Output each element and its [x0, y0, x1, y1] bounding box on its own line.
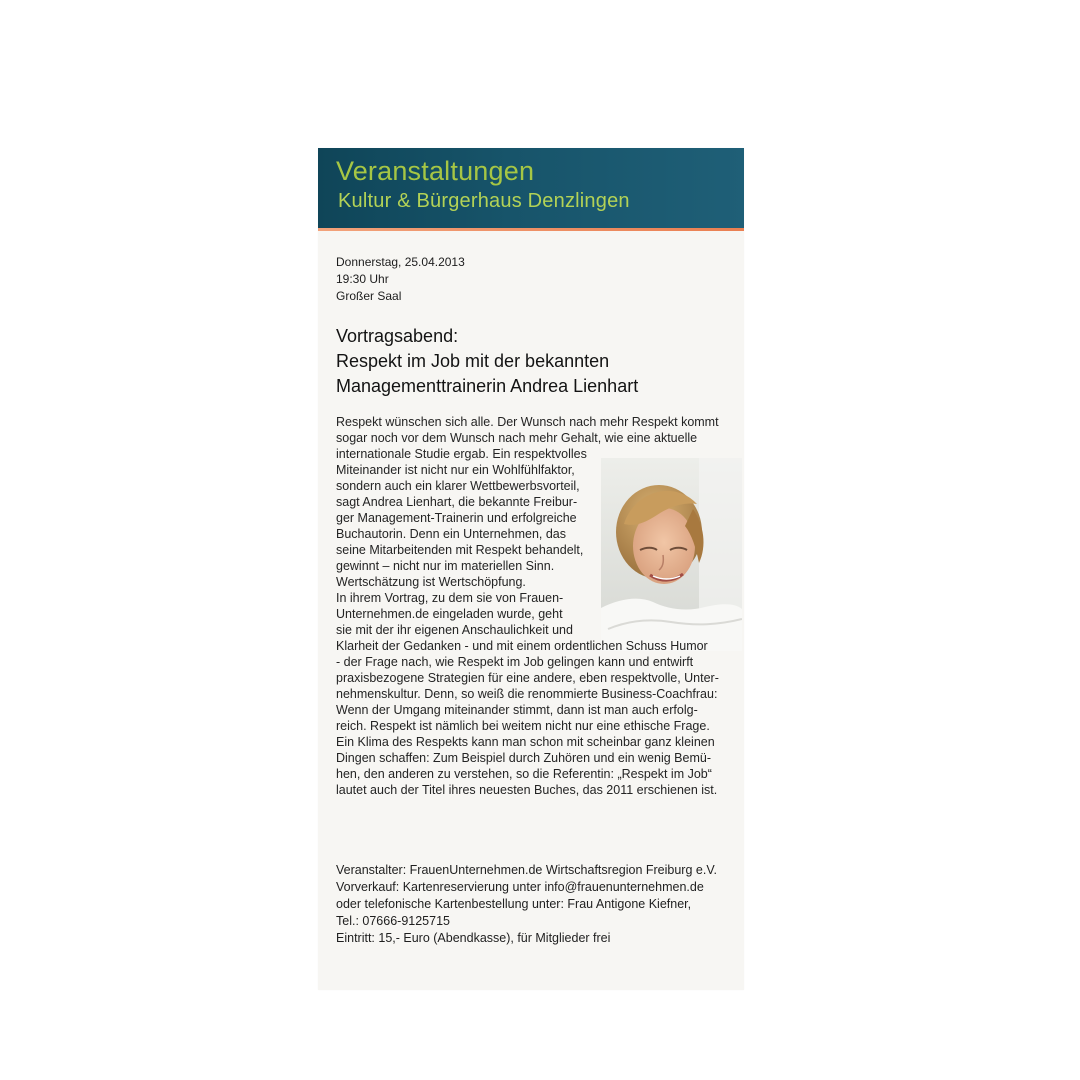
organizer-line: Veranstalter: FrauenUnternehmen.de Wirtschaftsregion Freiburg e.V. — [336, 863, 717, 877]
body-line: praxisbezogene Strategien für eine andere, eben respektvolle, Unter- — [336, 671, 719, 685]
phone-order-line: oder telefonische Kartenbestellung unter: Frau Antigone Kiefner, — [336, 897, 692, 911]
presale-line: Vorverkauf: Kartenreservierung unter info@frauenunternehmen.de — [336, 880, 704, 894]
body-line: Wertschätzung ist Wertschöpfung. — [336, 575, 526, 589]
header-title: Veranstaltungen — [336, 156, 535, 186]
article-body — [336, 414, 728, 798]
event-details-footer — [336, 862, 728, 947]
phone-line: Tel.: 07666-9125715 — [336, 914, 450, 928]
body-line: sie mit der ihr eigenen Anschaulichkeit und — [336, 623, 573, 637]
headline-line: Managementtrainerin Andrea Lienhart — [336, 376, 639, 396]
body-line: sondern auch ein klarer Wettbewerbsvorteil, — [336, 479, 580, 493]
event-headline — [336, 324, 726, 399]
body-line: Unternehmen.de eingeladen wurde, geht — [336, 607, 563, 621]
body-line: Respekt wünschen sich alle. Der Wunsch nach mehr Respekt kommt — [336, 415, 719, 429]
body-line: lautet auch der Titel ihres neuesten Buches, das 2011 erschienen ist. — [336, 783, 718, 797]
body-line: internationale Studie ergab. Ein respektvolles — [336, 447, 587, 461]
event-meta — [336, 254, 465, 305]
body-line: nehmenskultur. Denn, so weiß die renommierte Business-Coachfrau: — [336, 687, 718, 701]
body-line: gewinnt – nicht nur im materiellen Sinn. — [336, 559, 555, 573]
event-time: 19:30 Uhr — [336, 272, 389, 286]
body-line: Buchautorin. Denn ein Unternehmen, das — [336, 527, 567, 541]
body-line: Miteinander ist nicht nur ein Wohlfühlfaktor, — [336, 463, 575, 477]
body-line: ger Management-Trainerin und erfolgreiche — [336, 511, 577, 525]
body-line: reich. Respekt ist nämlich bei weitem nicht nur eine ethische Frage. — [336, 719, 710, 733]
body-line: hen, den anderen zu verstehen, so die Referentin: „Respekt im Job“ — [336, 767, 712, 781]
headline-line: Respekt im Job mit der bekannten — [336, 351, 610, 371]
body-line: Wenn der Umgang miteinander stimmt, dann ist man auch erfolg- — [336, 703, 698, 717]
body-line: In ihrem Vortrag, zu dem sie von Frauen- — [336, 591, 564, 605]
body-line: Klarheit der Gedanken - und mit einem ordentlichen Schuss Humor — [336, 639, 708, 653]
headline-line: Vortragsabend: — [336, 326, 459, 346]
event-date: Donnerstag, 25.04.2013 — [336, 255, 465, 269]
body-line: - der Frage nach, wie Respekt im Job gelingen kann und entwirft — [336, 655, 694, 669]
header-accent-line — [318, 228, 744, 231]
body-line: seine Mitarbeitenden mit Respekt behandelt, — [336, 543, 584, 557]
body-line: sagt Andrea Lienhart, die bekannte Freibur- — [336, 495, 578, 509]
admission-line: Eintritt: 15,- Euro (Abendkasse), für Mitglieder frei — [336, 931, 611, 945]
header-subtitle: Kultur & Bürgerhaus Denzlingen — [338, 190, 630, 212]
event-location: Großer Saal — [336, 289, 402, 303]
body-line: Dingen schaffen: Zum Beispiel durch Zuhören und ein wenig Bemü- — [336, 751, 711, 765]
body-line: sogar noch vor dem Wunsch nach mehr Gehalt, wie eine aktuelle — [336, 431, 698, 445]
header-banner — [318, 148, 744, 228]
body-line: Ein Klima des Respekts kann man schon mit scheinbar ganz kleinen — [336, 735, 715, 749]
event-flyer — [318, 148, 744, 990]
